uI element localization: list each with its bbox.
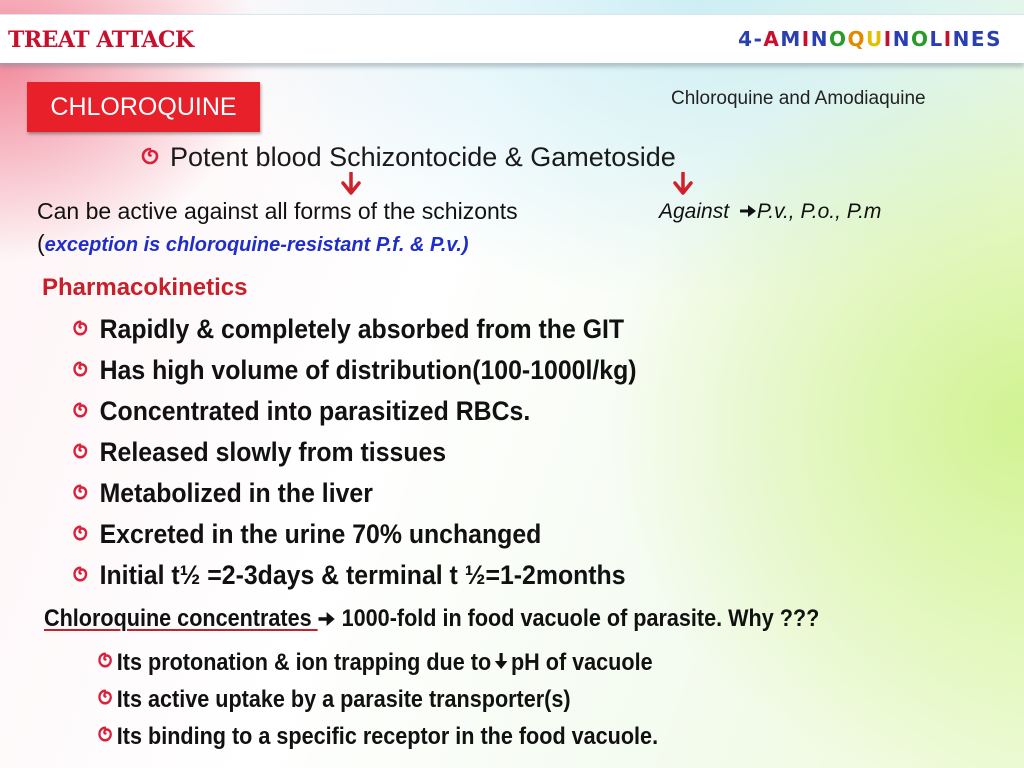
potent-line	[140, 142, 676, 173]
title-letter: N	[892, 27, 911, 51]
down-arrow-icon	[491, 649, 511, 677]
species-list: P.v., P.o., P.m	[756, 200, 882, 223]
title-letter: O	[910, 27, 930, 51]
drug-label-box: CHLOROQUINE	[27, 82, 260, 132]
list-item	[72, 514, 637, 555]
reason-text: Its active uptake by a parasite transporter(s)	[116, 685, 571, 713]
list-item	[72, 473, 637, 514]
swirl-bullet-icon	[72, 317, 100, 343]
title-letter: U	[866, 27, 884, 51]
swirl-bullet-icon	[72, 481, 100, 507]
title-letter: I	[943, 27, 953, 51]
swirl-bullet-icon	[72, 358, 100, 384]
title-letter: S	[986, 27, 1002, 51]
schizont-activity	[37, 195, 518, 261]
paren: (	[37, 230, 45, 256]
title-letter: M	[780, 27, 802, 51]
reasons-list	[97, 644, 720, 755]
swirl-bullet-icon	[72, 563, 100, 589]
exception-line	[37, 227, 518, 261]
list-item	[72, 350, 637, 391]
title-letter: 4	[738, 27, 754, 51]
potent-text: Potent blood Schizontocide & Gametoside	[170, 142, 676, 172]
list-item-text: Metabolized in the liver	[99, 478, 373, 508]
swirl-bullet-icon	[140, 142, 160, 173]
activity-line: Can be active against all forms of the schizonts	[37, 198, 518, 224]
title-letter: E	[970, 27, 987, 51]
title-letter: L	[929, 27, 944, 51]
swirl-bullet-icon	[97, 688, 117, 712]
swirl-bullet-icon	[72, 440, 100, 466]
concentration-label: Chloroquine concentrates	[44, 605, 318, 632]
against-label: Against	[659, 200, 730, 223]
right-arrow-icon	[318, 606, 336, 634]
right-arrow-icon	[739, 200, 757, 224]
reason-text: Its protonation & ion trapping due to	[116, 648, 492, 676]
list-item	[97, 644, 658, 681]
list-item	[97, 718, 658, 755]
title-letter: -	[753, 27, 764, 51]
title-letter: A	[763, 27, 781, 51]
list-item-text: Rapidly & completely absorbed from the GIT	[99, 314, 625, 344]
swirl-bullet-icon	[72, 522, 100, 548]
title-letter: N	[952, 27, 971, 51]
exception-text: exception is chloroquine-resistant P.f. & P.v.)	[44, 234, 469, 256]
section-title: TREAT ATTACK	[8, 27, 194, 53]
concentration-text: 1000-fold in food vacuole of parasite. Why ???	[341, 605, 820, 632]
title-letter: O	[828, 27, 848, 51]
drug-class-title	[738, 27, 1002, 51]
swirl-bullet-icon	[72, 399, 100, 425]
pharmacokinetics-list	[72, 309, 686, 596]
pharmacokinetics-heading: Pharmacokinetics	[42, 274, 248, 301]
list-item-text: Has high volume of distribution(100-1000l/kg)	[99, 355, 637, 385]
header-bar	[0, 14, 1024, 63]
reason-text: Its binding to a specific receptor in the food vacuole.	[116, 722, 659, 750]
list-item	[72, 309, 637, 350]
list-item	[72, 432, 637, 473]
list-item	[97, 681, 658, 718]
against-line	[659, 200, 881, 224]
swirl-bullet-icon	[97, 725, 117, 749]
list-item	[72, 391, 637, 432]
title-letter: I	[801, 27, 811, 51]
subtitle: Chloroquine and Amodiaquine	[671, 88, 926, 109]
list-item	[72, 555, 637, 596]
list-item-text: Excreted in the urine 70% unchanged	[99, 519, 542, 549]
reason-text: pH of vacuole	[510, 648, 653, 676]
swirl-bullet-icon	[97, 651, 117, 675]
concentration-line	[44, 605, 819, 634]
list-item-text: Released slowly from tissues	[99, 437, 447, 467]
title-letter: N	[810, 27, 829, 51]
title-letter: I	[883, 27, 893, 51]
list-item-text: Concentrated into parasitized RBCs.	[99, 396, 531, 426]
title-letter: Q	[847, 27, 866, 51]
down-arrow-icon	[672, 172, 694, 200]
list-item-text: Initial t½ =2-3days & terminal t ½=1-2months	[99, 560, 626, 590]
